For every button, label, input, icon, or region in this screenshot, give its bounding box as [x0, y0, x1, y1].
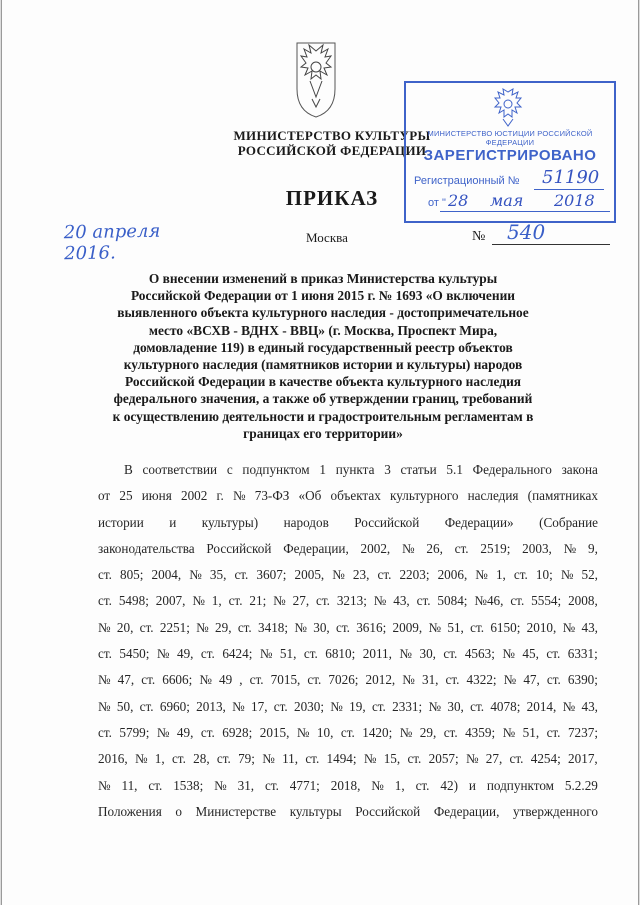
- heading-line: к осуществлению деятельности и градостроительным регламентам в: [112, 408, 534, 424]
- body-word: Министерстве: [195, 803, 277, 819]
- body-word: ст.: [513, 567, 528, 583]
- body-word: №: [214, 777, 227, 793]
- stamp-registered: ЗАРЕГИСТРИРОВАНО: [423, 147, 597, 164]
- body-word: ст.: [407, 751, 422, 767]
- body-word: 43,: [393, 593, 410, 609]
- body-word: ст.: [98, 646, 112, 662]
- body-word: ст.: [303, 646, 318, 662]
- body-line: [98, 510, 598, 536]
- body-word: 31,: [237, 777, 255, 793]
- body-word: 29,: [419, 724, 437, 740]
- body-word: ст.: [216, 751, 231, 767]
- body-word: истории: [98, 514, 144, 530]
- body-word: ст.: [98, 567, 112, 583]
- body-word: №: [232, 488, 246, 504]
- body-word: ст.: [98, 724, 112, 740]
- body-word: 2030;: [293, 698, 325, 714]
- body-word: ст.: [98, 593, 112, 609]
- body-word: №: [402, 672, 415, 688]
- body-word: 1,: [495, 567, 506, 583]
- body-word: №: [156, 724, 170, 740]
- heading-line: место «ВСХВ - ВДНХ - ВВЦ» (г. Москва, Проспект Мира,: [148, 322, 498, 338]
- body-word: 6150;: [490, 619, 521, 635]
- body-word: №: [363, 751, 377, 767]
- body-word: 5.2.29: [564, 777, 598, 793]
- body-word: №: [189, 567, 202, 583]
- body-word: №: [262, 751, 275, 767]
- body-line: [98, 641, 598, 667]
- body-word: утвержденного: [512, 803, 598, 819]
- body-word: ст.: [200, 646, 215, 662]
- body-word: ст.: [416, 593, 431, 609]
- body-word: 79;: [238, 751, 255, 767]
- body-word: законодательства: [98, 540, 195, 556]
- body-word: 50,: [116, 698, 134, 714]
- heading-line: Российской Федерации от 1 июня 2015 г. № 1693 «О включении: [130, 288, 516, 304]
- body-word: №: [192, 593, 205, 609]
- body-word: 2331;: [392, 698, 423, 714]
- body-word: №: [428, 698, 442, 714]
- body-word: объектах: [330, 488, 381, 504]
- body-line: [98, 746, 598, 772]
- body-word: ст.: [148, 777, 163, 793]
- body-word: №: [134, 751, 148, 767]
- body-word: ст.: [377, 567, 392, 583]
- body-word: ст.: [316, 593, 330, 609]
- body-word: ст.: [228, 593, 243, 609]
- body-word: №: [502, 646, 515, 662]
- body-word: 49: [219, 672, 233, 688]
- body-word: 51,: [279, 646, 297, 662]
- body-word: №: [399, 724, 413, 740]
- handwritten-date: 20 апреля 2016.: [63, 220, 161, 265]
- body-word: 27,: [485, 751, 503, 767]
- body-word: 52,: [581, 567, 598, 583]
- body-word: ст.: [510, 593, 525, 609]
- coat-of-arms-icon: [293, 37, 339, 119]
- body-word: 47,: [523, 672, 540, 688]
- body-word: 2003,: [522, 540, 552, 556]
- body-word: №: [373, 593, 387, 609]
- body-word: 2005,: [294, 567, 325, 583]
- body-word: ст.: [264, 777, 279, 793]
- body-word: №: [199, 672, 212, 688]
- body-word: 43,: [581, 698, 598, 714]
- body-word: 28,: [193, 751, 210, 767]
- body-word: г.: [216, 488, 224, 504]
- body-word: 43,: [581, 619, 598, 635]
- body-word: 49,: [176, 646, 194, 662]
- body-word: 25: [119, 488, 133, 504]
- body-word: №: [196, 619, 209, 635]
- body-word: №: [98, 777, 111, 793]
- body-word: ст.: [340, 724, 355, 740]
- body-word: 35,: [209, 567, 227, 583]
- body-word: ст.: [171, 751, 186, 767]
- body-word: 5498;: [118, 593, 149, 609]
- body-word: наследия: [467, 488, 519, 504]
- body-word: (памятниках: [527, 488, 598, 504]
- body-word: 3418;: [258, 619, 289, 635]
- body-word: №: [98, 619, 111, 635]
- body-word: ст.: [234, 567, 249, 583]
- ministry-line-2: РОССИЙСКОЙ ФЕДЕРАЦИИ: [237, 143, 427, 158]
- heading-line: домовладение 119) в единый государственный реестр объектов: [133, 339, 513, 355]
- body-word: 15,: [383, 751, 401, 767]
- body-word: от: [98, 488, 111, 504]
- body-word: 27,: [292, 593, 310, 609]
- body-word: 7026;: [328, 672, 359, 688]
- body-word: ст.: [546, 646, 561, 662]
- handwritten-number: 540: [507, 220, 546, 244]
- body-word: В: [124, 462, 133, 477]
- heading-line: федерального значения, а также об утверждении границ, требований: [113, 391, 533, 407]
- body-word: 2203;: [399, 567, 430, 583]
- body-line: [98, 588, 598, 614]
- body-word: 6960;: [159, 698, 190, 714]
- body-line: [98, 720, 598, 746]
- body-word: №: [563, 540, 577, 556]
- body-word: 30,: [419, 646, 436, 662]
- body-word: ,: [239, 672, 243, 688]
- body-word: 6928;: [222, 724, 253, 740]
- body-word: №: [273, 593, 286, 609]
- body-word: культурного: [390, 488, 459, 504]
- body-word: №: [562, 698, 576, 714]
- stamp-number-line: [534, 189, 604, 190]
- body-word: 4563;: [464, 646, 495, 662]
- body-word: 6810;: [325, 646, 356, 662]
- body-word: (Собрание: [539, 514, 598, 530]
- body-word: 2057;: [428, 751, 459, 767]
- body-word: 3: [384, 462, 391, 477]
- body-word: №: [475, 567, 488, 583]
- body-word: статьи: [400, 462, 437, 477]
- body-word: 21;: [249, 593, 267, 609]
- body-word: 805;: [119, 567, 144, 583]
- body-word: 49,: [176, 724, 194, 740]
- body-line: [98, 536, 598, 562]
- stamp-date-line: [440, 211, 610, 212]
- body-word: 19,: [349, 698, 366, 714]
- body-word: 4254;: [530, 751, 561, 767]
- city: Москва: [306, 230, 348, 245]
- body-word: 2007,: [155, 593, 186, 609]
- body-word: Российской: [355, 803, 421, 819]
- body-word: 1,: [394, 777, 405, 793]
- body-word: ст.: [139, 698, 154, 714]
- body-word: 10,: [316, 724, 334, 740]
- body-word: 20,: [116, 619, 134, 635]
- body-word: Положения: [98, 803, 162, 819]
- body-word: 2014,: [526, 698, 557, 714]
- body-line: [98, 483, 598, 509]
- body-word: ст.: [141, 672, 156, 688]
- body-word: 45,: [522, 646, 539, 662]
- body-line: [98, 615, 598, 641]
- body-line: [98, 799, 598, 825]
- body-word: 3607;: [256, 567, 287, 583]
- body-word: ст.: [470, 619, 485, 635]
- body-word: ст.: [415, 777, 430, 793]
- body-word: 4322;: [466, 672, 497, 688]
- stamp-organization: МИНИСТЕРСТВО ЮСТИЦИИ РОССИЙСКОЙ ФЕДЕРАЦИИ: [427, 129, 593, 147]
- body-word: №: [371, 777, 384, 793]
- body-line: [98, 562, 598, 588]
- body-word: 1538;: [173, 777, 204, 793]
- stamp-eagle-icon: [491, 88, 525, 128]
- body-word: 5.1: [446, 462, 463, 477]
- registration-stamp: [404, 81, 616, 223]
- body-word: июня: [141, 488, 172, 504]
- heading-line: культурного наследия (памятников истории и культуры) народов: [123, 357, 523, 373]
- body-word: 3213;: [336, 593, 367, 609]
- order-title: ПРИКАЗ: [285, 186, 379, 210]
- body-word: 2012,: [365, 672, 396, 688]
- body-word: соответствии: [142, 462, 218, 477]
- body-word: 3616;: [356, 619, 387, 635]
- body-word: ст.: [546, 724, 561, 740]
- body-word: Федерации,: [283, 540, 349, 556]
- body-word: 1,: [211, 593, 222, 609]
- body-word: №: [503, 672, 517, 688]
- body-word: 9,: [588, 540, 598, 556]
- body-word: №: [296, 724, 310, 740]
- body-word: 2017,: [568, 751, 598, 767]
- body-word: закона: [561, 462, 598, 477]
- body-word: №: [98, 698, 111, 714]
- heading-line: О внесении изменений в приказ Министерства культуры: [148, 271, 498, 286]
- body-word: ст.: [509, 751, 524, 767]
- body-word: и: [169, 514, 177, 530]
- body-word: пункта: [335, 462, 375, 477]
- body-word: 26,: [426, 540, 443, 556]
- body-word: с: [226, 462, 233, 477]
- body-word: ст.: [249, 672, 264, 688]
- body-word: 2011,: [362, 646, 392, 662]
- body-word: №: [502, 724, 516, 740]
- body-word: 1420;: [362, 724, 393, 740]
- body-word: культуры): [201, 514, 259, 530]
- body-line: [98, 773, 598, 799]
- body-word: 11,: [282, 751, 299, 767]
- body-word: №: [232, 698, 245, 714]
- body-word: 5799;: [119, 724, 150, 740]
- body-word: 6331;: [567, 646, 598, 662]
- body-word: 2519;: [480, 540, 511, 556]
- body-word: подпунктом: [242, 462, 310, 477]
- body-word: №: [399, 646, 412, 662]
- body-word: Российской: [206, 540, 272, 556]
- body-word: о: [175, 803, 182, 819]
- body-word: 42): [440, 777, 458, 793]
- body-word: 5554;: [531, 593, 562, 609]
- body-word: ст.: [200, 724, 215, 740]
- body-word: 2008,: [568, 593, 598, 609]
- body-word: №: [330, 698, 343, 714]
- body-word: 1494;: [326, 751, 357, 767]
- body-word: 31,: [421, 672, 439, 688]
- body-word: ст.: [470, 698, 485, 714]
- body-word: ст.: [443, 646, 458, 662]
- body-word: подпунктом: [486, 777, 555, 793]
- body-word: 17,: [251, 698, 268, 714]
- ministry-line-1: МИНИСТЕРСТВО КУЛЬТУРЫ: [233, 128, 431, 143]
- stamp-date-month: мая: [490, 191, 524, 210]
- body-word: ст.: [445, 672, 460, 688]
- stamp-date-day: 28: [448, 191, 469, 210]
- body-word: 2002: [180, 488, 208, 504]
- body-word: №: [98, 672, 111, 688]
- body-word: 4078;: [490, 698, 521, 714]
- body-word: №: [156, 646, 170, 662]
- body-word: 4359;: [465, 724, 496, 740]
- body-word: 7015,: [270, 672, 301, 688]
- body-word: 51,: [522, 724, 540, 740]
- body-word: 6390;: [567, 672, 598, 688]
- heading-line: выявленного объекта культурного наследия - достопримечательное: [117, 305, 529, 321]
- body-word: Федерации»: [444, 514, 514, 530]
- body-word: 2251;: [159, 619, 190, 635]
- body-word: 5450;: [119, 646, 150, 662]
- stamp-reg-number: 51190: [542, 167, 600, 188]
- body-word: ст.: [237, 619, 252, 635]
- body-word: №: [259, 646, 273, 662]
- body-word: 23,: [352, 567, 370, 583]
- body-word: Федерального: [472, 462, 552, 477]
- body-word: №: [332, 567, 345, 583]
- body-word: 6606;: [162, 672, 193, 688]
- body-word: 2004,: [151, 567, 182, 583]
- body-word: 2016,: [98, 751, 128, 767]
- body-word: 29,: [215, 619, 232, 635]
- body-word: «Об: [298, 488, 322, 504]
- document-page: [1, 0, 639, 905]
- body-word: 51,: [447, 619, 464, 635]
- body-word: 1,: [154, 751, 165, 767]
- body-word: и: [468, 777, 476, 793]
- body-word: ст.: [305, 751, 320, 767]
- body-word: №: [465, 751, 479, 767]
- body-word: Российской: [354, 514, 420, 530]
- body-word: №46,: [474, 593, 504, 609]
- body-word: №: [428, 619, 442, 635]
- body-word: №: [294, 619, 307, 635]
- heading-line: границах его территории»: [243, 425, 403, 441]
- body-word: №: [560, 567, 574, 583]
- body-word: 30,: [313, 619, 330, 635]
- body-word: ст.: [443, 724, 458, 740]
- body-word: 2010,: [526, 619, 557, 635]
- body-word: 7237;: [567, 724, 598, 740]
- body-word: культуры: [289, 803, 342, 819]
- body-word: ст.: [273, 698, 288, 714]
- number-underline: [492, 244, 610, 245]
- body-line: [98, 667, 598, 693]
- body-word: №: [402, 540, 415, 556]
- body-line: [98, 457, 598, 483]
- body-word: Федерации,: [433, 803, 500, 819]
- body-word: №: [562, 619, 576, 635]
- body-word: ст.: [371, 698, 386, 714]
- body-word: 2013,: [196, 698, 226, 714]
- order-heading: [92, 270, 554, 442]
- body-word: 2018,: [330, 777, 361, 793]
- number-sign: №: [472, 229, 486, 244]
- stamp-date-year: 2018: [554, 191, 595, 210]
- body-word: 2006,: [437, 567, 468, 583]
- body-line: [98, 694, 598, 720]
- body-word: 11,: [121, 777, 138, 793]
- heading-line: Российской Федерации в качестве объекта культурного наследия: [124, 374, 522, 390]
- body-paragraph: [98, 457, 598, 825]
- body-word: 1: [319, 462, 326, 477]
- body-word: народов: [283, 514, 329, 530]
- body-word: ст.: [454, 540, 469, 556]
- body-word: 10;: [535, 567, 553, 583]
- body-word: 5084;: [437, 593, 468, 609]
- body-word: 73-ФЗ: [254, 488, 290, 504]
- body-word: 30,: [447, 698, 464, 714]
- body-word: 2015,: [259, 724, 290, 740]
- body-word: ст.: [335, 619, 350, 635]
- body-word: ст.: [307, 672, 322, 688]
- body-word: ст.: [546, 672, 561, 688]
- body-word: ст.: [139, 619, 154, 635]
- body-word: 4771;: [289, 777, 320, 793]
- body-word: 2009,: [392, 619, 423, 635]
- body-word: 2002,: [360, 540, 391, 556]
- stamp-date-prefix: от ": [428, 197, 446, 209]
- body-word: 47,: [117, 672, 135, 688]
- body-word: 6424;: [222, 646, 253, 662]
- stamp-reg-label: Регистрационный №: [414, 175, 520, 187]
